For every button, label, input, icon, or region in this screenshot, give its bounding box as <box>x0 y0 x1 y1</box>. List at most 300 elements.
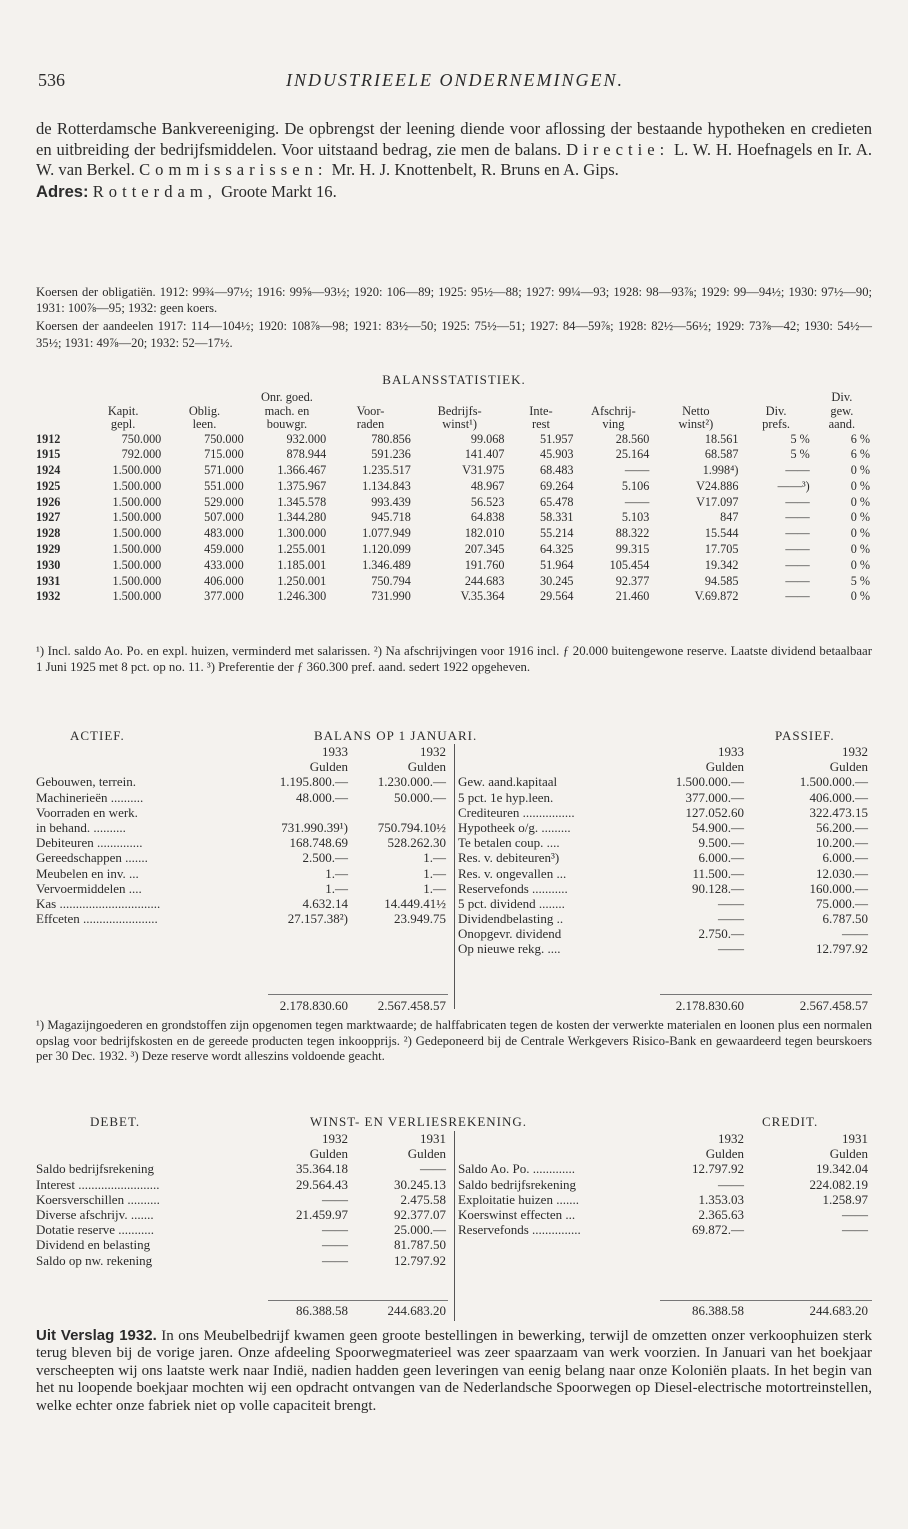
stats-cell: —— <box>785 589 810 604</box>
account-value-previous: 1.— <box>423 865 446 881</box>
stats-cell: Inte- <box>529 403 553 418</box>
account-value-current: 69.872.— <box>692 1222 744 1238</box>
stats-cell: raden <box>356 417 385 431</box>
account-label: Reservefonds ........... <box>458 880 568 896</box>
stats-cell: 94.585 <box>704 573 739 588</box>
account-row <box>458 881 872 896</box>
year-heading: 1932 <box>420 744 446 759</box>
running-title: INDUSTRIEELE ONDERNEMINGEN. <box>286 70 624 90</box>
account-row <box>36 790 456 805</box>
stats-cell: 30.245 <box>540 573 574 588</box>
stats-cell: 792.000 <box>121 447 162 462</box>
balans-divider <box>454 744 455 1009</box>
balans-passief <box>458 744 872 957</box>
stats-cell: 483.000 <box>204 526 244 541</box>
stats-cell: aand. <box>828 417 856 431</box>
account-value-previous: 25.000.— <box>394 1222 446 1238</box>
stats-cell: 0 % <box>850 542 870 557</box>
stats-cell: 141.407 <box>464 447 505 462</box>
stats-data-row <box>34 510 872 526</box>
stats-cell: 99.315 <box>615 542 650 557</box>
winst-left-title: DEBET. <box>90 1114 141 1129</box>
stats-data-row <box>34 447 872 463</box>
winst-right-title: CREDIT. <box>762 1114 819 1129</box>
stats-cell: 69.264 <box>540 478 574 493</box>
stats-cell: 750.794 <box>371 573 411 588</box>
stats-cell: 0 % <box>850 510 870 525</box>
verslag-text: In ons Meubelbedrijf kwamen geen groote bestellingen in bewerking, terwijl de omzetten onzer verkoophuizen sterk terug bleven bij de vorige jaren. Onze afdeeling Spoorwegmaterieel was zeer spaarzaam van werk voorzien. In Januari van het boekjaar verscheepten wij ons laatste werk naar Indië, nadien hadden geen leveringen van eenig belang naar onze Koloniën plaats. In het begin van het nu loopende boekjaar mochten wij een opdracht ontvangen van de Nederlandsche Spoorwegen op Diesel-electrische motortreinstellen, welke echter onze fabriek niet op volle capaciteit brengt. <box>36 1328 872 1414</box>
stats-cell: 1.250.001 <box>277 573 327 588</box>
stats-data-row <box>34 574 872 590</box>
stats-cell: 5 % <box>850 573 870 588</box>
year-heading: 1933 <box>718 744 744 759</box>
account-value-previous: 12.030.— <box>816 865 868 881</box>
account-value-current: 168.748.69 <box>289 835 348 851</box>
stats-cell: —— <box>785 463 810 478</box>
stats-cell: 1.344.280 <box>277 510 327 525</box>
stats-cell: 51.964 <box>540 557 574 572</box>
stats-cell: 244.683 <box>464 573 505 588</box>
stats-cell: 55.214 <box>540 526 574 541</box>
account-label: Dividend en belasting <box>36 1237 151 1253</box>
account-row <box>36 820 456 835</box>
stats-cell: 1924 <box>36 463 61 478</box>
balans-actief <box>36 744 456 926</box>
winst-total: 86.388.58 <box>296 1303 348 1318</box>
stats-cell: 1.077.949 <box>362 526 411 541</box>
page-header <box>38 70 872 96</box>
balans-total: 2.178.830.60 <box>675 998 744 1013</box>
stats-data-row <box>34 526 872 542</box>
stats-cell: 1.300.000 <box>277 526 327 541</box>
account-value-previous: —— <box>420 1161 446 1177</box>
account-value-previous: 23.949.75 <box>394 911 446 927</box>
account-label: Saldo op nw. rekening <box>36 1252 153 1268</box>
year-heading: 1932 <box>322 1131 348 1146</box>
stats-footnote <box>36 644 872 675</box>
stats-cell: 1.500.000 <box>112 478 162 493</box>
verslag-label: Uit Verslag 1932. <box>36 1327 157 1344</box>
stats-cell: 529.000 <box>204 494 244 509</box>
account-value-previous: —— <box>842 926 868 942</box>
stats-cell: 1.500.000 <box>112 526 162 541</box>
account-label: Diverse afschrijv. ....... <box>36 1206 154 1222</box>
stats-cell: 1.366.467 <box>277 463 327 478</box>
stats-cell: Bedrijfs- <box>437 403 482 418</box>
account-label: Saldo Ao. Po. ............. <box>458 1161 576 1177</box>
account-value-current: 11.500.— <box>692 865 744 881</box>
balans-totals-left <box>36 998 456 1013</box>
account-row <box>36 866 456 881</box>
stats-cell: 45.903 <box>540 447 574 462</box>
stats-cell: 1915 <box>36 447 61 462</box>
stats-cell: V31.975 <box>462 463 505 478</box>
stats-cell: —— <box>624 494 650 509</box>
stats-cell: 65.478 <box>540 494 574 509</box>
koersen-obligatien: Koersen der obligatiën. 1912: 99¾—97½; 1916: 99⅝—93½; 1920: 106—89; 1925: 95½—88; 1927: 99¼—93; 1928: 98—93⅞; 1929: 99—94½; 1930: 97½—90; 1931: 100⅞—95; 1932: geen koers. <box>36 285 872 316</box>
account-value-current: 1.— <box>325 865 348 881</box>
stats-cell: 15.544 <box>704 526 739 541</box>
account-label: Koersverschillen .......... <box>36 1191 160 1207</box>
stats-cell: 5.106 <box>621 478 650 493</box>
stats-cell: 21.460 <box>615 589 650 604</box>
account-value-previous: 322.473.15 <box>809 804 868 820</box>
commissarissen-label: Commissarissen: <box>139 160 328 180</box>
stats-cell: Onr. goed. <box>260 390 313 404</box>
account-value-previous: 1.— <box>423 850 446 866</box>
account-value-current: 4.632.14 <box>302 895 348 911</box>
account-label: Res. v. debiteuren³) <box>458 850 560 866</box>
stats-cell: 1.500.000 <box>112 494 162 509</box>
account-row <box>36 896 456 911</box>
account-value-current: 2.500.— <box>302 850 348 866</box>
unit-heading: Gulden <box>829 759 868 775</box>
stats-cell: 750.000 <box>121 431 162 446</box>
stats-cell: 1.134.843 <box>362 478 411 493</box>
account-label: Dividendbelasting .. <box>458 911 564 927</box>
account-value-previous: 2.475.58 <box>400 1191 446 1207</box>
adres-street: Groote Markt 16. <box>221 181 337 201</box>
balans-total: 2.567.458.57 <box>799 998 868 1013</box>
stats-cell: 92.377 <box>615 573 650 588</box>
stats-cell: mach. en <box>264 403 310 418</box>
stats-cell: 1.120.099 <box>362 542 411 557</box>
stats-cell: 68.587 <box>704 447 739 462</box>
stats-cell: Voor- <box>356 403 385 418</box>
account-value-previous: 50.000.— <box>394 789 446 805</box>
stats-cell: 1.255.001 <box>277 542 327 557</box>
account-label: Res. v. ongevallen ... <box>458 865 567 881</box>
stats-cell: V17.097 <box>696 494 739 509</box>
account-row <box>36 1253 456 1268</box>
stats-cell: 68.483 <box>540 463 574 478</box>
stats-title: BALANSSTATISTIEK. <box>382 372 526 387</box>
balans-mid-title: BALANS OP 1 JANUARI. <box>314 728 478 743</box>
account-row <box>36 835 456 850</box>
stats-cell: 28.560 <box>615 431 650 446</box>
unit-heading: Gulden <box>705 759 744 775</box>
directie-text: L. W. H. Hoefnagels en Ir. A. W. van Berkel. <box>36 139 872 180</box>
stats-header-row <box>34 405 872 419</box>
stats-cell: —— <box>785 510 810 525</box>
unit-heading: Gulden <box>705 1146 744 1162</box>
account-label: Te betalen coup. .... <box>458 835 560 851</box>
account-value-current: 27.157.38²) <box>287 911 348 927</box>
stats-cell: 0 % <box>850 526 870 541</box>
account-row <box>458 941 872 956</box>
stats-cell: 551.000 <box>204 478 244 493</box>
intro-paragraph <box>36 119 872 202</box>
account-row <box>458 1222 872 1237</box>
account-row <box>458 774 872 789</box>
account-value-previous: 1.500.000.— <box>799 774 868 790</box>
stats-cell <box>740 391 811 405</box>
account-value-current: 21.459.97 <box>296 1206 348 1222</box>
balans-right-title: PASSIEF. <box>775 728 835 743</box>
stats-cell: 571.000 <box>204 463 244 478</box>
account-value-current: 377.000.— <box>685 789 744 805</box>
stats-cell: 1.998⁴) <box>702 463 739 478</box>
account-value-current: 127.052.60 <box>685 804 744 820</box>
stats-cell: 780.856 <box>371 431 411 446</box>
account-row <box>458 911 872 926</box>
account-label: Kas ............................... <box>36 895 161 911</box>
account-value-current: 2.750.— <box>698 926 744 942</box>
account-label: Onopgevr. dividend <box>458 926 562 942</box>
stats-cell: 1926 <box>36 494 61 509</box>
year-heading: 1931 <box>420 1131 446 1146</box>
account-value-current: —— <box>322 1222 348 1238</box>
year-heading: 1933 <box>322 744 348 759</box>
stats-cell: 377.000 <box>204 589 244 604</box>
stats-cell <box>328 391 413 405</box>
stats-cell: 1928 <box>36 526 61 541</box>
stats-cell: 29.564 <box>540 589 574 604</box>
stats-cell: Div. <box>765 403 787 418</box>
account-value-previous: 750.794.10½ <box>377 819 446 835</box>
account-row <box>458 1207 872 1222</box>
stats-cell: 750.000 <box>204 431 244 446</box>
koersen-aandeelen: Koersen der aandeelen 1917: 114—104½; 1920: 108⅞—98; 1921: 83½—50; 1925: 75½—51; 1927: 84—59⅞; 1928: 82½—56½; 1929: 73⅞—42; 1930: 54½—35½; 1931: 49⅞—20; 1932: 52—17½. <box>36 319 872 350</box>
stats-data-row <box>34 542 872 558</box>
account-value-previous: —— <box>842 1222 868 1238</box>
account-value-current: —— <box>718 895 744 911</box>
account-label: Saldo bedrijfsrekening <box>36 1161 155 1177</box>
stats-cell: leen. <box>192 417 217 431</box>
stats-cell: 993.439 <box>371 494 411 509</box>
account-label: Voorraden en werk. <box>36 804 138 820</box>
account-row <box>458 866 872 881</box>
account-row <box>458 926 872 941</box>
winst-total-rule-left <box>268 1300 448 1301</box>
stats-cell: 1.246.300 <box>277 589 327 604</box>
account-label: Interest ......................... <box>36 1176 160 1192</box>
account-value-current: —— <box>718 911 744 927</box>
account-label: Meubelen en inv. ... <box>36 865 139 881</box>
account-label: Koerswinst effecten ... <box>458 1206 576 1222</box>
account-row <box>458 850 872 865</box>
balans-total: 2.178.830.60 <box>279 998 348 1013</box>
account-value-previous: 75.000.— <box>816 895 868 911</box>
stats-cell: —— <box>785 494 810 509</box>
account-label: Effceten ....................... <box>36 911 158 927</box>
stats-header-row <box>34 418 872 432</box>
account-label: Op nieuwe rekg. .... <box>458 941 561 957</box>
stats-header-row <box>34 391 872 405</box>
stats-cell: 1.346.489 <box>362 557 411 572</box>
stats-cell: 0 % <box>850 478 870 493</box>
account-row <box>36 805 456 820</box>
stats-cell: gew. <box>830 403 854 418</box>
account-label: Hypotheek o/g. ......... <box>458 819 571 835</box>
account-label: Gereedschappen ....... <box>36 850 148 866</box>
account-row <box>36 1161 456 1176</box>
koersen-block <box>36 284 872 353</box>
stats-cell: 0 % <box>850 557 870 572</box>
stats-cell: bouwgr. <box>266 417 308 431</box>
account-row <box>36 1207 456 1222</box>
account-row <box>458 896 872 911</box>
balans-footnote <box>36 1018 872 1065</box>
account-value-previous: 6.787.50 <box>822 911 868 927</box>
year-heading: 1931 <box>842 1131 868 1146</box>
account-value-current: 6.000.— <box>698 850 744 866</box>
account-row <box>458 790 872 805</box>
account-value-previous: 56.200.— <box>816 819 868 835</box>
balans-footnote-text: ¹) Magazijngoederen en grondstoffen zijn opgenomen tegen marktwaarde; de halffabricaten tegen de kosten der verwerkte materialen en loonen plus een normalen opslag voor bedrijfskosten en de gereede producten tegen inkoopprijs. ²) Gedeponeerd bij de Centrale Werkgevers Risico-Bank en gewaardeerd tegen beurskoers per 30 Dec. 1932. ³) Deze reserve wordt alleszins voldoende geacht. <box>36 1018 872 1064</box>
stats-data-row <box>34 558 872 574</box>
stats-cell: V24.886 <box>696 478 739 493</box>
stats-cell <box>651 391 740 405</box>
stats-cell: 18.561 <box>704 431 739 446</box>
account-value-current: —— <box>718 941 744 957</box>
account-row <box>36 1222 456 1237</box>
account-value-previous: 10.200.— <box>816 835 868 851</box>
account-value-current: 48.000.— <box>296 789 348 805</box>
stats-cell: 1930 <box>36 557 61 572</box>
account-row <box>458 1161 872 1176</box>
account-row <box>36 850 456 865</box>
commissarissen-text: Mr. H. J. Knottenbelt, R. Bruns en A. Gips. <box>331 160 619 180</box>
stats-cell: 25.164 <box>615 447 650 462</box>
account-row <box>458 805 872 820</box>
unit-heading: Gulden <box>407 759 446 775</box>
stats-cell: —— <box>785 526 810 541</box>
stats-cell: V.69.872 <box>694 589 739 604</box>
account-label: Machinerieën .......... <box>36 789 144 805</box>
account-value-current: 35.364.18 <box>296 1161 348 1177</box>
stats-cell: 182.010 <box>464 526 505 541</box>
stats-cell: 5 % <box>790 431 810 446</box>
account-label: Saldo bedrijfsrekening <box>458 1176 577 1192</box>
stats-cell <box>34 405 83 419</box>
account-value-previous: 12.797.92 <box>394 1252 446 1268</box>
account-label: Vervoermiddelen .... <box>36 880 142 896</box>
stats-cell: 1931 <box>36 573 61 588</box>
intro-text: de Rotterdamsche Bankvereeniging. De opbrengst der leening diende voor aflossing der bestaande hypotheken en credieten en uitbreiding der bedrijfsmiddelen. Voor uitstaand bedrag, zie men de balans. <box>36 119 872 159</box>
stats-cell: —— <box>785 573 810 588</box>
stats-cell: 878.944 <box>286 447 327 462</box>
stats-cell: 1.500.000 <box>112 573 162 588</box>
stats-cell: 1.235.517 <box>362 463 411 478</box>
account-value-previous: 1.230.000.— <box>377 774 446 790</box>
stats-cell: 715.000 <box>204 447 244 462</box>
stats-cell: Netto <box>682 403 710 418</box>
account-value-previous: 406.000.— <box>809 789 868 805</box>
account-value-current: 9.500.— <box>698 835 744 851</box>
balans-totals-right <box>458 998 872 1013</box>
winst-divider <box>454 1131 455 1321</box>
stats-cell: 6 % <box>850 447 870 462</box>
account-label: Reservefonds ............... <box>458 1222 581 1238</box>
stats-cell: Oblig. <box>188 403 221 418</box>
stats-cell: 6 % <box>850 431 870 446</box>
stats-cell: 64.838 <box>470 510 505 525</box>
account-value-previous: 30.245.13 <box>394 1176 446 1192</box>
adres-city: Rotterdam, <box>92 181 217 201</box>
balans-total-rule-right <box>660 994 872 995</box>
stats-cell: V.35.364 <box>460 589 505 604</box>
winst-total-rule-right <box>660 1300 872 1301</box>
stats-cell: 731.990 <box>371 589 411 604</box>
verslag-paragraph <box>36 1327 872 1415</box>
stats-cell: 0 % <box>850 463 870 478</box>
account-value-current: —— <box>322 1252 348 1268</box>
account-value-previous: 1.— <box>423 880 446 896</box>
winst-total: 86.388.58 <box>692 1303 744 1318</box>
stats-cell <box>413 391 507 405</box>
stats-cell: ——³) <box>777 478 810 493</box>
unit-heading: Gulden <box>309 1146 348 1162</box>
stats-cell: 433.000 <box>204 557 244 572</box>
stats-data-row <box>34 589 872 605</box>
account-value-previous: 6.000.— <box>822 850 868 866</box>
account-row <box>458 835 872 850</box>
account-row <box>36 911 456 926</box>
year-heading: 1932 <box>718 1131 744 1146</box>
stats-cell: 5 % <box>790 447 810 462</box>
stats-cell: 459.000 <box>204 542 244 557</box>
stats-data-row <box>34 432 872 448</box>
stats-cell: 1.345.578 <box>277 494 327 509</box>
unit-heading: Gulden <box>829 1146 868 1162</box>
stats-cell <box>83 391 163 405</box>
stats-cell: 1927 <box>36 510 61 525</box>
stats-cell: 591.236 <box>371 447 411 462</box>
stats-table <box>34 391 872 605</box>
stats-cell: 507.000 <box>204 510 244 525</box>
account-value-previous: —— <box>842 1206 868 1222</box>
stats-cell: 105.454 <box>609 557 650 572</box>
balans-total: 2.567.458.57 <box>377 998 446 1013</box>
balans-total-rule-left <box>268 994 448 995</box>
account-value-previous: 19.342.04 <box>816 1161 868 1177</box>
winst-totals-right <box>458 1303 872 1318</box>
stats-cell: Div. <box>831 390 853 404</box>
stats-cell: 191.760 <box>464 557 505 572</box>
stats-cell: 847 <box>720 510 739 525</box>
stats-cell: prefs. <box>762 417 791 431</box>
stats-cell: 56.523 <box>470 494 505 509</box>
adres-label: Adres: <box>36 181 89 201</box>
account-value-current: —— <box>322 1191 348 1207</box>
account-row <box>36 1192 456 1207</box>
account-value-current: —— <box>322 1237 348 1253</box>
stats-cell: 1.500.000 <box>112 589 162 604</box>
stats-cell: 64.325 <box>540 542 574 557</box>
winst-total: 244.683.20 <box>387 1303 446 1318</box>
stats-cell: 207.345 <box>464 542 505 557</box>
stats-data-row <box>34 495 872 511</box>
stats-cell: 17.705 <box>704 542 739 557</box>
account-value-previous: 160.000.— <box>809 880 868 896</box>
stats-cell: rest <box>532 417 550 431</box>
account-row <box>36 774 456 789</box>
stats-cell: 48.967 <box>470 478 505 493</box>
account-value-previous: 92.377.07 <box>394 1206 446 1222</box>
stats-cell: 1.500.000 <box>112 510 162 525</box>
account-label: Crediteuren ................ <box>458 804 575 820</box>
unit-heading: Gulden <box>407 1146 446 1162</box>
stats-cell: —— <box>624 463 650 478</box>
stats-cell: 406.000 <box>204 573 244 588</box>
account-label: in behand. .......... <box>36 819 126 835</box>
stats-cell: 5.103 <box>621 510 650 525</box>
stats-cell <box>576 391 652 405</box>
stats-cell: 1912 <box>36 431 61 446</box>
stats-cell: 19.342 <box>704 557 739 572</box>
stats-cell <box>163 391 245 405</box>
